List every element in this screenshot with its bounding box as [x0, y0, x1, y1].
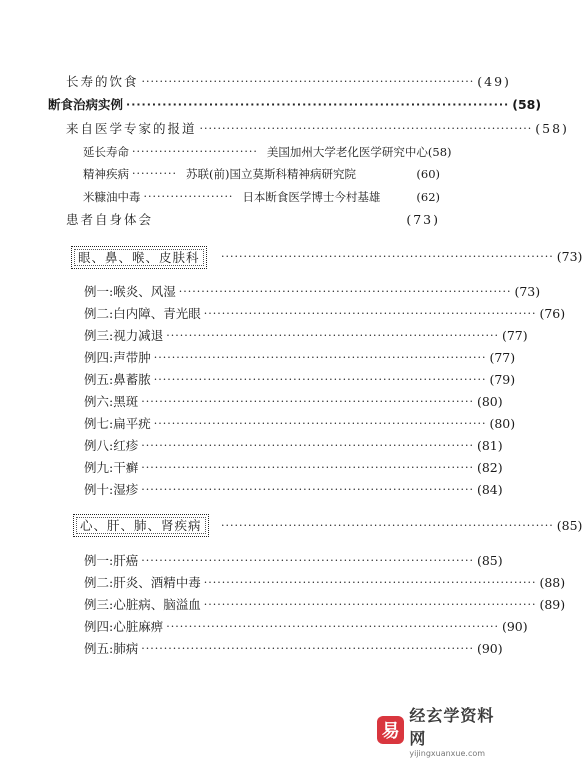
toc-entry[interactable] [83, 166, 440, 182]
section-title: 眼、鼻、喉、皮肤科 [78, 250, 200, 265]
toc-entry-page: (49) [477, 74, 511, 89]
toc-entry-label: 精神疾病 [83, 167, 129, 181]
leader-dots: ·········································································· [153, 417, 487, 430]
watermark [377, 705, 509, 758]
toc-item-label: 例八:红疹 [84, 438, 139, 453]
watermark-title: 经玄学资料网 [409, 705, 495, 748]
toc-item-page: (77) [489, 350, 516, 365]
toc-entry-page: (60) [416, 167, 440, 181]
toc-item-page: (82) [476, 460, 503, 475]
toc-item-label: 例六:黑斑 [84, 394, 139, 409]
toc-item-page: (79) [489, 372, 516, 387]
toc-entry-page: (62) [416, 190, 440, 204]
leader-dots: ·········································································· [141, 554, 474, 567]
leader-dots: ·········································································· [126, 98, 510, 111]
toc-item-label: 例二:白内障、青光眼 [84, 306, 201, 321]
toc-item-label: 例五:肺病 [84, 641, 139, 656]
toc-entry[interactable] [66, 74, 511, 90]
toc-item-page: (76) [539, 306, 566, 321]
toc-item[interactable] [84, 328, 528, 344]
toc-entry-source: 日本断食医学博士今村基雄 [242, 190, 381, 204]
leader-dots: ·········································································· [141, 642, 474, 655]
toc-item[interactable] [84, 619, 528, 635]
toc-item-label: 例四:声带肿 [84, 350, 151, 365]
toc-item-page: (80) [476, 394, 503, 409]
toc-entry-label: 患者自身体会 [66, 212, 154, 227]
toc-item[interactable] [84, 284, 541, 300]
toc-entry-label: 延长寿命 [83, 145, 129, 159]
toc-entry-label: 长寿的饮食 [66, 74, 139, 89]
section-title: 心、肝、肺、肾疾病 [80, 518, 202, 533]
toc-item-page: (73) [514, 284, 541, 299]
leader-dots: ·········································································· [221, 250, 554, 263]
leader-dots: ·········································································· [141, 75, 475, 88]
section-header-box [71, 246, 207, 269]
toc-item-label: 例一:喉炎、风湿 [84, 284, 176, 299]
toc-entry-page: (58) [427, 145, 452, 159]
toc-item[interactable] [84, 306, 566, 322]
toc-item[interactable] [84, 350, 516, 366]
section-header-box [73, 514, 209, 537]
toc-item-label: 例二:肝炎、酒精中毒 [84, 575, 201, 590]
toc-entry-source: 美国加州大学老化医学研究中心 [266, 145, 428, 159]
toc-item-label: 例十:湿疹 [84, 482, 139, 497]
leader-dots: ·········································································· [153, 351, 487, 364]
leader-dots: ·········································································· [203, 576, 537, 589]
toc-entry[interactable] [48, 97, 542, 113]
toc-item[interactable] [84, 597, 566, 613]
toc-item-label: 例三:视力减退 [84, 328, 164, 343]
toc-item[interactable] [84, 394, 503, 410]
toc-entry-label: 米糠油中毒 [83, 190, 141, 204]
toc-item-label: 例四:心脏麻痹 [84, 619, 164, 634]
toc-entry-label: 断食治病实例 [48, 97, 124, 112]
toc-item-label: 例一:肝癌 [84, 553, 139, 568]
toc-item-page: (88) [539, 575, 566, 590]
leader-dots: ···························· [132, 145, 258, 158]
toc-entry-page: (85) [556, 518, 582, 533]
leader-dots: ·········································································· [166, 620, 499, 633]
leader-dots: ·········································································· [199, 122, 533, 135]
toc-entry-source: 苏联(前)国立莫斯科精神病研究院 [185, 167, 356, 181]
leader-dots: ·········· [132, 167, 177, 180]
toc-entry[interactable] [83, 144, 452, 160]
leader-dots: ·········································································· [178, 285, 512, 298]
toc-item[interactable] [84, 416, 516, 432]
leader-dots: ·········································································· [203, 307, 537, 320]
toc-entry-label: 来自医学专家的报道 [66, 121, 197, 136]
leader-dots: ·········································································· [141, 395, 474, 408]
leader-dots: ·········································································· [153, 373, 487, 386]
toc-item[interactable] [84, 641, 503, 657]
toc-entry-page: (58) [512, 97, 542, 112]
toc-item-page: (80) [489, 416, 516, 431]
toc-item[interactable] [84, 460, 503, 476]
section-header-leader[interactable] [218, 249, 582, 265]
toc-item-page: (81) [476, 438, 503, 453]
toc-item[interactable] [84, 372, 516, 388]
toc-item-page: (77) [501, 328, 528, 343]
toc-entry-page: (73) [406, 212, 440, 227]
leader-dots: ·········································································· [141, 439, 474, 452]
toc-item-label: 例三:心脏病、脑溢血 [84, 597, 201, 612]
leader-dots: ·········································································· [141, 483, 474, 496]
watermark-logo-icon: 易 [377, 716, 404, 744]
toc-item-label: 例九:干癣 [84, 460, 139, 475]
toc-item[interactable] [84, 553, 503, 569]
leader-dots: ·········································································· [221, 519, 554, 532]
toc-item-page: (85) [476, 553, 503, 568]
toc-item-label: 例七:扁平疣 [84, 416, 151, 431]
toc-item-page: (84) [476, 482, 503, 497]
toc-entry[interactable] [83, 189, 440, 205]
toc-entry-page: (73) [556, 249, 582, 264]
toc-entry[interactable] [66, 121, 569, 137]
leader-dots: ·········································································· [203, 598, 537, 611]
toc-item-page: (90) [501, 619, 528, 634]
toc-item-page: (90) [476, 641, 503, 656]
watermark-url: yijingxuanxue.com [409, 748, 486, 758]
toc-item[interactable] [84, 438, 503, 454]
toc-item-label: 例五:鼻蓄脓 [84, 372, 151, 387]
toc-item-page: (89) [539, 597, 566, 612]
leader-dots: ·········································································· [141, 461, 474, 474]
toc-item[interactable] [84, 575, 566, 591]
toc-item[interactable] [84, 482, 503, 498]
leader-dots: ···················· [143, 190, 234, 203]
section-header-leader[interactable] [218, 518, 582, 534]
toc-entry[interactable] [66, 212, 440, 228]
toc-entry-page: (58) [535, 121, 569, 136]
leader-dots: ·········································································· [166, 329, 499, 342]
